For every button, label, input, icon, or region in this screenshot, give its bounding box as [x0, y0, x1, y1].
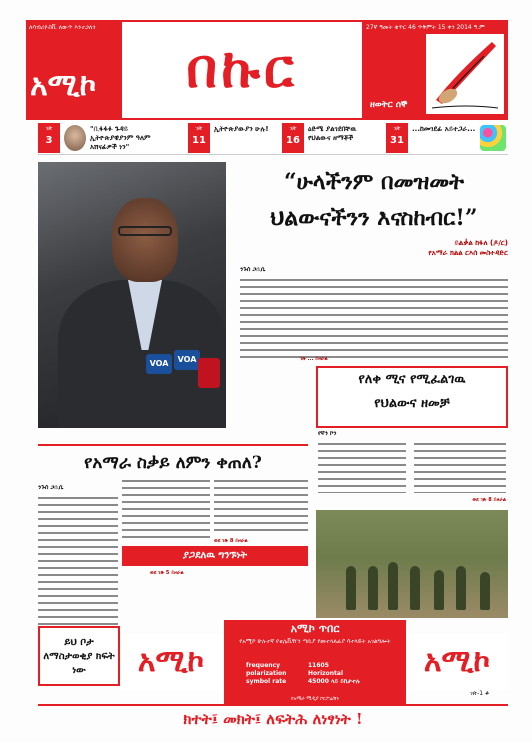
masthead-left-block	[26, 20, 122, 120]
continued-note: ወደ ገጽ 8 ይዞራል	[214, 538, 248, 544]
microphone-icon	[198, 358, 220, 388]
author-caption: የኛን ኮን	[318, 430, 337, 437]
teaser-text: ኢትዮጵያውያን ሁሉ!	[214, 125, 269, 133]
teaser-text: ዕድሜ ያልገደበቸዉ የህልውና ዘማቾች	[308, 125, 357, 142]
page-number-badge: ገጽ 16	[282, 123, 304, 153]
masthead-right-block	[362, 20, 508, 120]
teaser-strip	[38, 121, 508, 155]
author-caption: ንጉሰ ጋቢሴ	[38, 484, 64, 491]
mid-article-col-1	[38, 484, 118, 625]
teaser-text: ...ከመገደፊ አይተጋራ...	[412, 125, 476, 133]
mid-article-col-3	[214, 478, 308, 545]
masthead-center	[122, 20, 362, 120]
satellite-specs: frequency 11605 polarization Horizontal symbol rate 45000 ላይ ይከታተሉ	[246, 662, 361, 685]
newspaper-title: በኩር	[186, 36, 298, 100]
bottom-slogan: ክተት፤ መክት፤ ለፍትሕ ለነፃነት !	[38, 704, 508, 730]
footer-logo-left: አሚኮ	[120, 634, 222, 690]
masthead-tagline: ለሳብሪዮስቪ ለውጥ እንተጋለን	[29, 24, 96, 31]
lead-headline[interactable]: “ሁላችንም በመዝመት ህልውናችንን እናስከብር!”	[270, 169, 478, 231]
teaser-item[interactable]	[386, 123, 508, 153]
continued-note: ወደ ገጽ 8 ይዞራል	[472, 497, 506, 503]
mid-article-col-2	[122, 478, 210, 540]
right-article-body	[318, 430, 506, 504]
ad-space-box[interactable]: ይህ ቦታ ለማስታወቂያ ክፍት ነው	[38, 626, 120, 686]
microphone-icon: VOA	[146, 354, 172, 374]
lead-photo	[38, 162, 226, 428]
microphone-icon: VOA	[174, 350, 200, 370]
teaser-text: "ቢፋፋፉ ጉዳይ ኢትዮጵያዊያንም ዓለም አሸናፊዎች ነን"	[90, 125, 151, 151]
page-tag: ገጽ-1 ቆ	[470, 690, 490, 697]
page-number-badge: ገጽ 3	[38, 123, 60, 153]
portrait-thumbnail	[64, 125, 86, 151]
candy-thumbnail	[480, 125, 506, 151]
continued-note: ወደ ገጽ 5 ይዞራል	[150, 570, 184, 576]
teaser-item[interactable]	[282, 123, 378, 153]
issue-date: 27ኛ ዓመት ቁጥር 46 ጥቅምት 15 ቀን 2014 ዓ.ም	[366, 24, 485, 31]
footer-logo-right: አሚኮ	[406, 634, 508, 690]
satellite-info-box: አሚኮ ጥበር የአሚኮ ሁሉተኛ የቴሌቪዥን ጣቢያ የመተላለፊያ ሳተላይት አገልግሎት frequency 11605 polarization Horizontal symbol rate 45000 ላይ ይከታተሉ የአማራ ሚዲያ ኮርፖሬሽን	[224, 620, 406, 706]
edition-frequency: ዘወትር ሰኞ	[370, 100, 408, 110]
right-feature-box[interactable]: የለቀ ሚና የሚፈልገዉ የህልውና ዘመቻ	[316, 366, 508, 428]
soldiers-photo	[316, 510, 508, 618]
continued-note: ገጽ ... ይዞራል	[300, 356, 328, 362]
page-number-badge: ገጽ 31	[386, 123, 408, 153]
teaser-item[interactable]	[38, 123, 158, 153]
lead-article-body	[240, 266, 508, 361]
secret-link-banner[interactable]: ያጋደለዉ ግንኙነት	[122, 546, 308, 566]
quill-emblem-icon	[426, 34, 504, 114]
mid-headline[interactable]: የአማራ ስቃይ ለምን ቀጠለ?	[38, 444, 308, 478]
lead-byline: ይልቃል ከፋለ (ዶ/ር) የአማራ ክልል ርእሰ መስተዳድር	[428, 239, 508, 257]
author-caption: ንጉሰ ጋቢሴ	[240, 266, 266, 273]
page-number-badge: ገጽ 11	[188, 123, 210, 153]
teaser-item[interactable]	[188, 123, 274, 153]
masthead-logo: አሚኮ	[30, 68, 97, 103]
